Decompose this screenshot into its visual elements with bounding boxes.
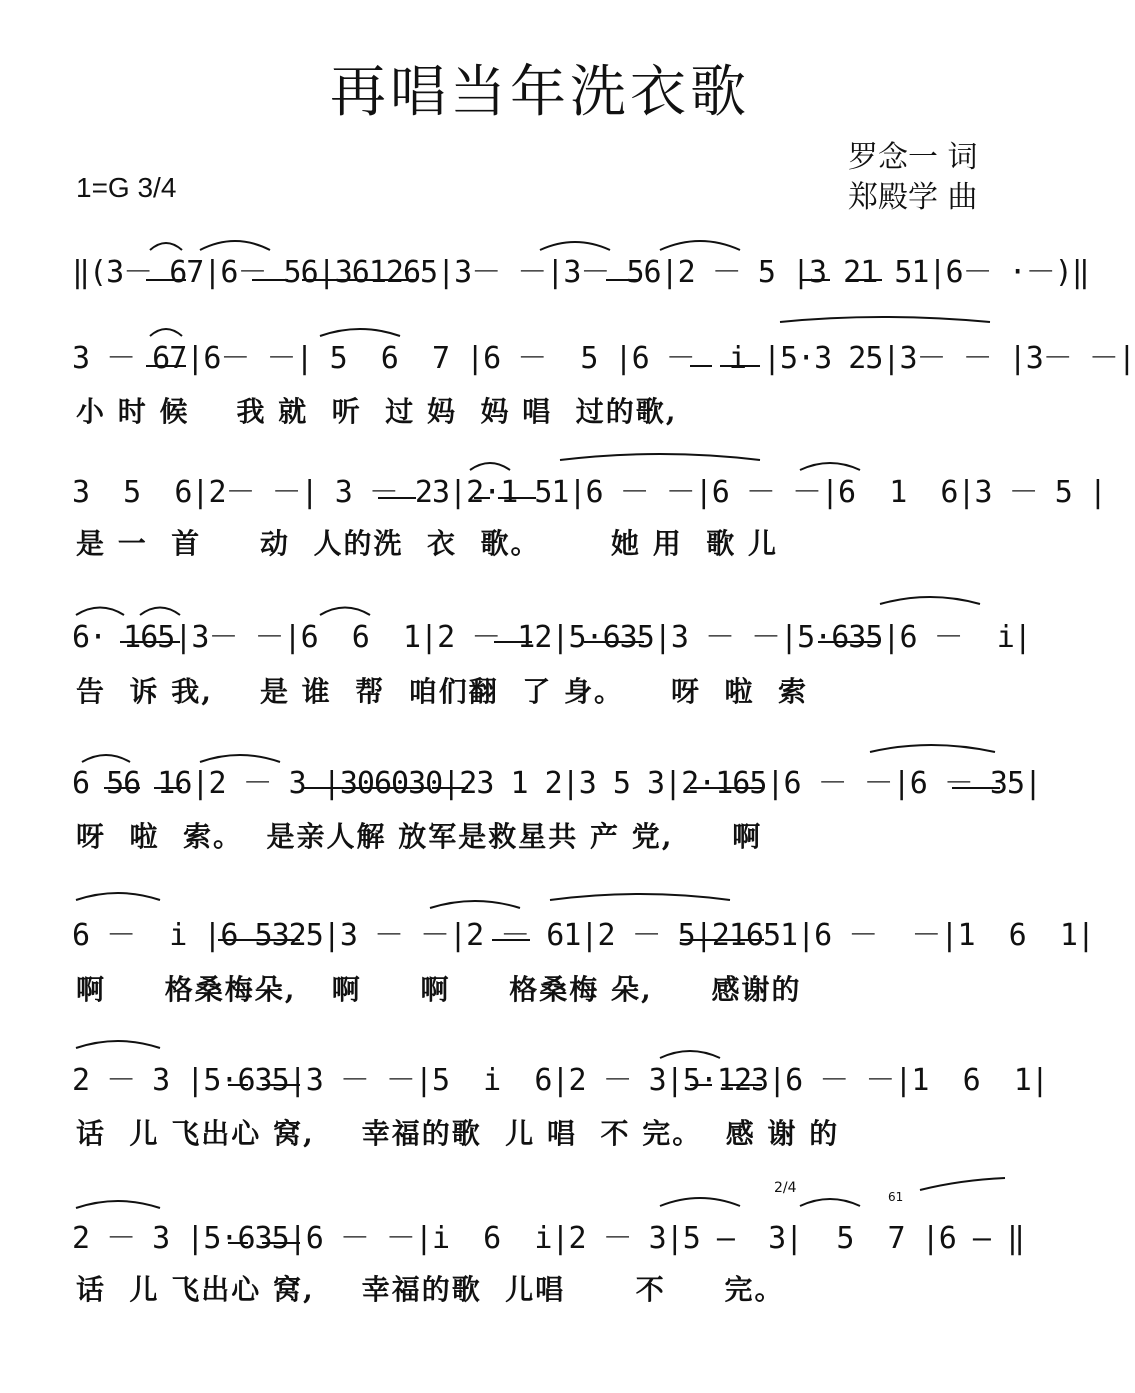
key-signature: 1=G 3/4 — [76, 172, 177, 203]
lyrics-line-6: 啊 格桑梅朵, 啊 啊 格桑梅 朵, 感谢的 — [76, 973, 802, 1006]
notation-line-5: 6 56 16|2 － 3 |306030|23 1 2|3 5 3|2·165|6 － －|6 － 35| — [72, 766, 1042, 801]
lyrics-line-7: 话 儿 飞出心 窝, 幸福的歌 儿 唱 不 完。 感 谢 的 — [76, 1117, 840, 1150]
notation-line-6: 6 － i |6 5325|3 － －|2 － 61|2 － 5|21651|6 － －|1 6 1| — [72, 918, 1094, 953]
lyrics-line-2: 小 时 候 我 就 听 过 妈 妈 唱 过的歌, — [76, 395, 678, 428]
lyricist: 罗念一 词 — [848, 140, 978, 175]
credits — [848, 138, 978, 218]
notation-line-4: 6· 165|3－ －|6 6 1|2 － 12|5·635|3 － －|5·635|6 － i| — [72, 620, 1031, 655]
song-title: 再唱当年洗衣歌 — [330, 60, 750, 125]
grace-note-mark: 61 — [888, 1190, 904, 1204]
notation-line-1: ‖(3－ 67|6－ 56|361265|3－ －|3－ 56|2 － 5 |3 21 51|6－ ·－)‖ — [72, 255, 1089, 290]
lyrics-line-5: 呀 啦 索。 是亲人解 放军是救星共 产 党, 啊 — [76, 820, 763, 853]
lyrics-line-3: 是 一 首 动 人的洗 衣 歌。 她 用 歌 儿 — [76, 527, 778, 560]
tempo-change-mark: 2/4 — [774, 1180, 797, 1196]
notation-line-2: 3 － 67|6－ －| 5 6 7 |6 － 5 |6 － i |5·3 25|3－ － |3－ －| — [72, 341, 1135, 376]
notation-line-7: 2 － 3 |5·635|3 － －|5 i 6|2 － 3|5·123|6 － －|1 6 1| — [72, 1063, 1048, 1098]
notation-line-3: 3 5 6|2－ －| 3 － 23|2·1 51|6 － －|6 － －|6 1 6|3 － 5 | — [72, 475, 1106, 510]
composer: 郑殿学 曲 — [848, 180, 978, 215]
lyrics-line-8: 话 儿 飞出心 窝, 幸福的歌 儿唱 不 完。 — [76, 1273, 785, 1306]
lyrics-line-4: 告 诉 我, 是 谁 帮 咱们翻 了 身。 呀 啦 索 — [76, 675, 808, 708]
notation-line-8: 2 － 3 |5·635|6 － －|i 6 i|2 － 3|5 — 3| 5 7 |6 — ‖ — [72, 1221, 1025, 1256]
